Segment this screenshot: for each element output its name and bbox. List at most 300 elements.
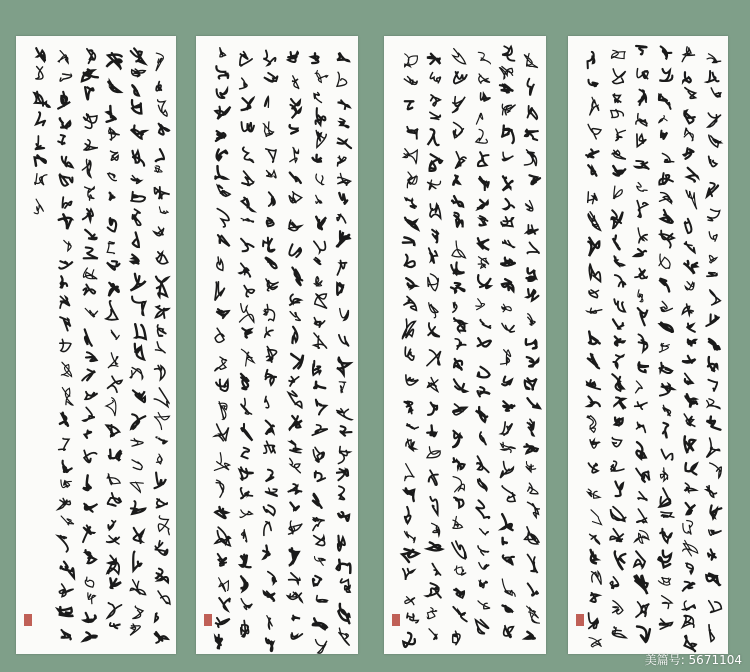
- ink-glyph: [528, 314, 535, 325]
- ink-glyph: [706, 574, 719, 585]
- ink-glyph: [709, 601, 722, 613]
- ink-glyph: [478, 367, 490, 378]
- ink-glyph: [241, 374, 248, 389]
- ink-glyph: [504, 626, 514, 637]
- ink-glyph: [687, 168, 697, 182]
- ink-glyph: [613, 355, 623, 368]
- ink-glyph: [452, 431, 462, 448]
- ink-glyph: [590, 97, 599, 115]
- ink-glyph: [59, 584, 73, 597]
- ink-glyph: [478, 257, 489, 268]
- ink-glyph: [239, 263, 250, 277]
- ink-glyph: [154, 187, 169, 199]
- ink-glyph: [503, 176, 513, 190]
- ink-glyph: [88, 593, 96, 604]
- ink-glyph: [407, 613, 418, 623]
- ink-glyph: [429, 248, 437, 263]
- ink-glyph: [82, 369, 95, 380]
- seal-stamp: [204, 614, 212, 626]
- ink-glyph: [660, 529, 672, 543]
- ink-strokes-4: [568, 36, 728, 654]
- ink-glyph: [527, 419, 534, 436]
- ink-glyph: [131, 414, 145, 429]
- ink-glyph: [155, 473, 166, 489]
- ink-glyph: [682, 582, 694, 592]
- ink-glyph: [587, 308, 602, 313]
- ink-glyph: [659, 551, 671, 568]
- ink-glyph: [132, 209, 140, 225]
- ink-glyph: [659, 94, 671, 109]
- ink-glyph: [683, 521, 693, 535]
- ink-glyph: [107, 106, 116, 122]
- ink-glyph: [500, 258, 515, 266]
- ink-glyph: [108, 493, 121, 506]
- ink-glyph: [500, 85, 513, 93]
- calligraphy-scroll-3: [384, 36, 546, 654]
- ink-glyph: [215, 357, 227, 371]
- ink-glyph: [64, 240, 71, 250]
- ink-glyph: [289, 220, 302, 231]
- ink-glyph: [708, 113, 721, 127]
- ink-glyph: [586, 380, 600, 389]
- ink-glyph: [660, 231, 674, 248]
- ink-glyph: [588, 238, 599, 256]
- ink-glyph: [314, 241, 326, 252]
- ink-glyph: [637, 422, 646, 432]
- ink-glyph: [154, 227, 164, 236]
- ink-glyph: [504, 199, 514, 210]
- ink-glyph: [612, 150, 626, 159]
- ink-glyph: [130, 624, 140, 635]
- ink-glyph: [405, 531, 416, 542]
- ink-glyph: [243, 147, 254, 162]
- ink-glyph: [61, 516, 74, 525]
- ink-glyph: [85, 87, 93, 99]
- ink-glyph: [637, 627, 650, 643]
- ink-glyph: [639, 334, 648, 351]
- ink-glyph: [106, 301, 117, 320]
- ink-glyph: [453, 176, 459, 186]
- ink-glyph: [131, 125, 145, 138]
- ink-glyph: [316, 195, 322, 203]
- ink-strokes-2: [196, 36, 358, 654]
- ink-glyph: [478, 238, 489, 250]
- seal-stamp: [576, 614, 584, 626]
- ink-glyph: [108, 603, 122, 618]
- ink-glyph: [36, 112, 45, 125]
- ink-glyph: [476, 113, 482, 124]
- ink-glyph: [684, 111, 695, 124]
- ink-glyph: [108, 353, 118, 368]
- ink-glyph: [83, 407, 95, 421]
- ink-glyph: [60, 317, 70, 330]
- ink-glyph: [316, 640, 327, 654]
- ink-glyph: [684, 128, 693, 140]
- watermark-text: 美篇号: 5671104: [644, 653, 742, 667]
- ink-glyph: [111, 330, 119, 339]
- ink-glyph: [216, 309, 228, 318]
- ink-glyph: [336, 469, 348, 480]
- ink-glyph: [135, 344, 144, 360]
- ink-strokes-3: [384, 36, 546, 654]
- ink-glyph: [503, 152, 513, 160]
- ink-glyph: [404, 77, 417, 85]
- ink-glyph: [451, 283, 464, 293]
- ink-glyph: [131, 255, 138, 264]
- ink-glyph: [132, 606, 143, 619]
- ink-glyph: [614, 256, 624, 266]
- ink-glyph: [500, 462, 513, 479]
- ink-glyph: [241, 599, 252, 610]
- ink-glyph: [661, 468, 668, 481]
- ink-glyph: [217, 257, 223, 270]
- ink-glyph: [590, 534, 600, 544]
- ink-glyph: [659, 69, 672, 81]
- ink-glyph: [267, 347, 277, 363]
- ink-glyph: [404, 401, 413, 413]
- ink-glyph: [155, 342, 165, 353]
- ink-glyph: [476, 407, 488, 422]
- ink-glyph: [290, 173, 301, 183]
- ink-glyph: [610, 577, 618, 589]
- ink-glyph: [214, 453, 229, 471]
- ink-glyph: [264, 441, 275, 453]
- ink-glyph: [240, 304, 254, 322]
- ink-glyph: [453, 517, 463, 529]
- ink-glyph: [611, 50, 625, 58]
- ink-glyph: [707, 183, 718, 197]
- ink-glyph: [478, 601, 490, 609]
- ink-glyph: [636, 469, 649, 483]
- ink-glyph: [240, 467, 254, 480]
- ink-glyph: [266, 279, 279, 291]
- ink-glyph: [432, 230, 438, 243]
- ink-glyph: [708, 549, 716, 559]
- ink-glyph: [502, 304, 512, 312]
- ink-glyph: [503, 606, 513, 612]
- ink-glyph: [527, 289, 538, 300]
- ink-glyph: [241, 349, 254, 366]
- ink-glyph: [314, 333, 327, 349]
- ink-glyph: [636, 46, 646, 54]
- ink-glyph: [240, 52, 252, 66]
- ink-glyph: [59, 214, 72, 229]
- ink-glyph: [708, 380, 717, 392]
- ink-glyph: [611, 461, 624, 471]
- seal-stamp: [24, 614, 32, 626]
- ink-glyph: [503, 555, 514, 564]
- ink-glyph: [611, 210, 622, 228]
- ink-glyph: [265, 96, 269, 107]
- ink-glyph: [478, 338, 491, 346]
- ink-glyph: [110, 193, 115, 201]
- ink-glyph: [338, 536, 345, 551]
- ink-glyph: [453, 607, 467, 622]
- ink-glyph: [339, 382, 346, 393]
- ink-glyph: [480, 529, 489, 535]
- ink-glyph: [314, 277, 322, 286]
- ink-glyph: [316, 217, 326, 229]
- ink-glyph: [501, 217, 513, 227]
- ink-glyph: [62, 157, 73, 168]
- ink-glyph: [611, 110, 624, 118]
- ink-glyph: [108, 218, 116, 231]
- ink-glyph: [156, 437, 166, 443]
- ink-glyph: [107, 261, 120, 270]
- ink-glyph: [313, 361, 321, 375]
- ink-glyph: [638, 362, 649, 372]
- ink-glyph: [661, 47, 672, 60]
- ink-glyph: [240, 510, 252, 518]
- ink-glyph: [83, 268, 97, 279]
- ink-glyph: [266, 639, 273, 651]
- ink-glyph: [503, 240, 515, 247]
- ink-glyph: [265, 327, 274, 338]
- ink-glyph: [242, 328, 252, 338]
- ink-glyph: [613, 186, 622, 199]
- ink-glyph: [312, 425, 327, 435]
- ink-glyph: [337, 358, 350, 375]
- ink-glyph: [588, 52, 595, 68]
- ink-glyph: [428, 403, 437, 415]
- ink-glyph: [501, 350, 511, 364]
- ink-glyph: [85, 308, 98, 317]
- ink-glyph: [215, 107, 230, 119]
- ink-glyph: [289, 573, 300, 584]
- ink-glyph: [241, 218, 254, 222]
- ink-glyph: [36, 67, 43, 80]
- calligraphy-scroll-4: [568, 36, 728, 654]
- ink-glyph: [218, 235, 230, 246]
- ink-glyph: [428, 323, 440, 337]
- ink-glyph: [478, 152, 489, 166]
- ink-glyph: [108, 521, 115, 530]
- ink-glyph: [613, 166, 625, 175]
- ink-glyph: [481, 93, 491, 101]
- ink-glyph: [685, 88, 695, 99]
- ink-glyph: [83, 209, 93, 220]
- ink-glyph: [707, 54, 721, 63]
- ink-glyph: [84, 140, 98, 151]
- ink-glyph: [290, 125, 298, 134]
- ink-glyph: [527, 79, 533, 96]
- ink-glyph: [107, 376, 122, 392]
- ink-glyph: [429, 629, 437, 640]
- ink-glyph: [266, 370, 277, 385]
- ink-glyph: [430, 497, 437, 514]
- ink-glyph: [135, 324, 146, 339]
- ink-glyph: [663, 405, 670, 416]
- ink-glyph: [589, 613, 598, 628]
- ink-glyph: [527, 268, 536, 280]
- ink-glyph: [266, 171, 276, 178]
- ink-glyph: [241, 239, 254, 252]
- ink-glyph: [337, 139, 351, 149]
- ink-glyph: [405, 597, 415, 605]
- ink-glyph: [312, 53, 319, 63]
- ink-glyph: [479, 177, 489, 191]
- ink-glyph: [157, 325, 166, 336]
- ink-glyph: [428, 542, 442, 550]
- ink-glyph: [62, 362, 72, 376]
- ink-glyph: [659, 254, 670, 269]
- ink-glyph: [476, 500, 490, 518]
- ink-glyph: [587, 416, 596, 433]
- ink-glyph: [637, 69, 648, 80]
- ink-glyph: [637, 509, 647, 523]
- ink-glyph: [337, 173, 350, 185]
- ink-glyph: [615, 552, 626, 571]
- ink-glyph: [611, 507, 626, 522]
- ink-glyph: [131, 438, 143, 446]
- ink-glyph: [591, 593, 599, 602]
- ink-glyph: [312, 494, 321, 508]
- ink-glyph: [615, 418, 623, 426]
- ink-glyph: [452, 241, 465, 258]
- ink-glyph: [158, 591, 170, 604]
- ink-glyph: [478, 546, 489, 555]
- ink-glyph: [290, 312, 300, 321]
- ink-glyph: [454, 72, 467, 84]
- ink-glyph: [635, 161, 649, 170]
- ink-glyph: [131, 176, 142, 184]
- ink-glyph: [315, 471, 325, 481]
- ink-glyph: [219, 402, 227, 420]
- ink-glyph: [525, 130, 539, 141]
- ink-glyph: [266, 149, 277, 162]
- ink-glyph: [710, 463, 722, 478]
- ink-glyph: [338, 156, 346, 166]
- ink-glyph: [108, 82, 120, 92]
- ink-glyph: [107, 242, 114, 254]
- ink-glyph: [524, 150, 536, 166]
- ink-glyph: [217, 185, 230, 196]
- ink-glyph: [406, 278, 416, 288]
- ink-glyph: [683, 304, 694, 315]
- ink-glyph: [266, 258, 277, 268]
- ink-glyph: [427, 54, 440, 64]
- ink-glyph: [159, 207, 168, 214]
- ink-glyph: [314, 536, 325, 546]
- ink-glyph: [244, 286, 254, 297]
- ink-glyph: [613, 94, 621, 103]
- ink-glyph: [405, 488, 414, 501]
- ink-glyph: [589, 638, 602, 648]
- ink-glyph: [638, 492, 647, 501]
- ink-glyph: [242, 530, 247, 542]
- ink-glyph: [314, 93, 322, 103]
- ink-glyph: [684, 436, 694, 453]
- ink-glyph: [479, 216, 487, 226]
- ink-glyph: [589, 332, 600, 344]
- ink-glyph: [59, 438, 69, 450]
- ink-glyph: [706, 314, 718, 326]
- ink-glyph: [612, 601, 623, 614]
- ink-glyph: [402, 319, 415, 339]
- ink-glyph: [453, 458, 464, 469]
- ink-glyph: [634, 402, 647, 409]
- ink-glyph: [338, 604, 349, 623]
- ink-glyph: [589, 463, 598, 472]
- ink-glyph: [637, 183, 647, 192]
- ink-glyph: [406, 375, 418, 385]
- ink-glyph: [264, 73, 278, 82]
- ink-glyph: [338, 447, 349, 464]
- ink-glyph: [289, 192, 302, 203]
- ink-glyph: [289, 244, 301, 257]
- ink-glyph: [683, 540, 698, 556]
- ink-glyph: [526, 632, 535, 639]
- ink-glyph: [287, 592, 302, 602]
- ink-glyph: [456, 152, 466, 169]
- ink-glyph: [313, 518, 325, 531]
- ink-glyph: [501, 422, 512, 435]
- ink-glyph: [478, 52, 490, 63]
- seal-stamp: [392, 614, 400, 626]
- ink-strokes-1: [16, 36, 176, 654]
- ink-glyph: [452, 97, 465, 113]
- ink-glyph: [154, 632, 168, 643]
- ink-glyph: [340, 579, 350, 592]
- ink-glyph: [84, 247, 98, 258]
- ink-glyph: [85, 187, 95, 200]
- ink-glyph: [313, 576, 321, 586]
- ink-glyph: [658, 116, 667, 124]
- ink-glyph: [501, 442, 516, 452]
- ink-glyph: [289, 521, 302, 534]
- ink-glyph: [132, 85, 138, 95]
- ink-glyph: [480, 432, 486, 445]
- ink-glyph: [683, 601, 696, 610]
- ink-glyph: [526, 339, 537, 348]
- ink-glyph: [452, 196, 463, 206]
- ink-glyph: [428, 274, 439, 291]
- ink-glyph: [480, 580, 488, 587]
- ink-glyph: [682, 47, 695, 62]
- ink-glyph: [404, 149, 418, 164]
- ink-glyph: [525, 201, 533, 211]
- ink-glyph: [710, 506, 721, 519]
- ink-glyph: [613, 319, 624, 328]
- ink-glyph: [155, 166, 163, 172]
- ink-glyph: [215, 424, 229, 441]
- ink-glyph: [131, 501, 145, 514]
- ink-glyph: [527, 242, 539, 253]
- ink-glyph: [241, 621, 249, 637]
- ink-glyph: [337, 214, 346, 223]
- ink-glyph: [502, 46, 514, 60]
- ink-glyph: [130, 482, 143, 492]
- ink-glyph: [316, 400, 326, 415]
- ink-glyph: [156, 499, 167, 508]
- ink-glyph: [528, 483, 538, 494]
- ink-glyph: [660, 619, 673, 629]
- ink-glyph: [591, 550, 597, 564]
- ink-glyph: [612, 69, 625, 84]
- ink-glyph: [405, 54, 418, 67]
- ink-glyph: [430, 204, 441, 218]
- ink-glyph: [407, 172, 417, 188]
- ink-glyph: [130, 274, 145, 291]
- ink-glyph: [85, 230, 96, 239]
- ink-glyph: [454, 379, 467, 392]
- ink-glyph: [215, 527, 230, 546]
- ink-glyph: [316, 131, 326, 148]
- ink-glyph: [290, 503, 298, 511]
- ink-glyph: [526, 462, 536, 473]
- ink-glyph: [240, 78, 247, 89]
- ink-glyph: [709, 156, 717, 166]
